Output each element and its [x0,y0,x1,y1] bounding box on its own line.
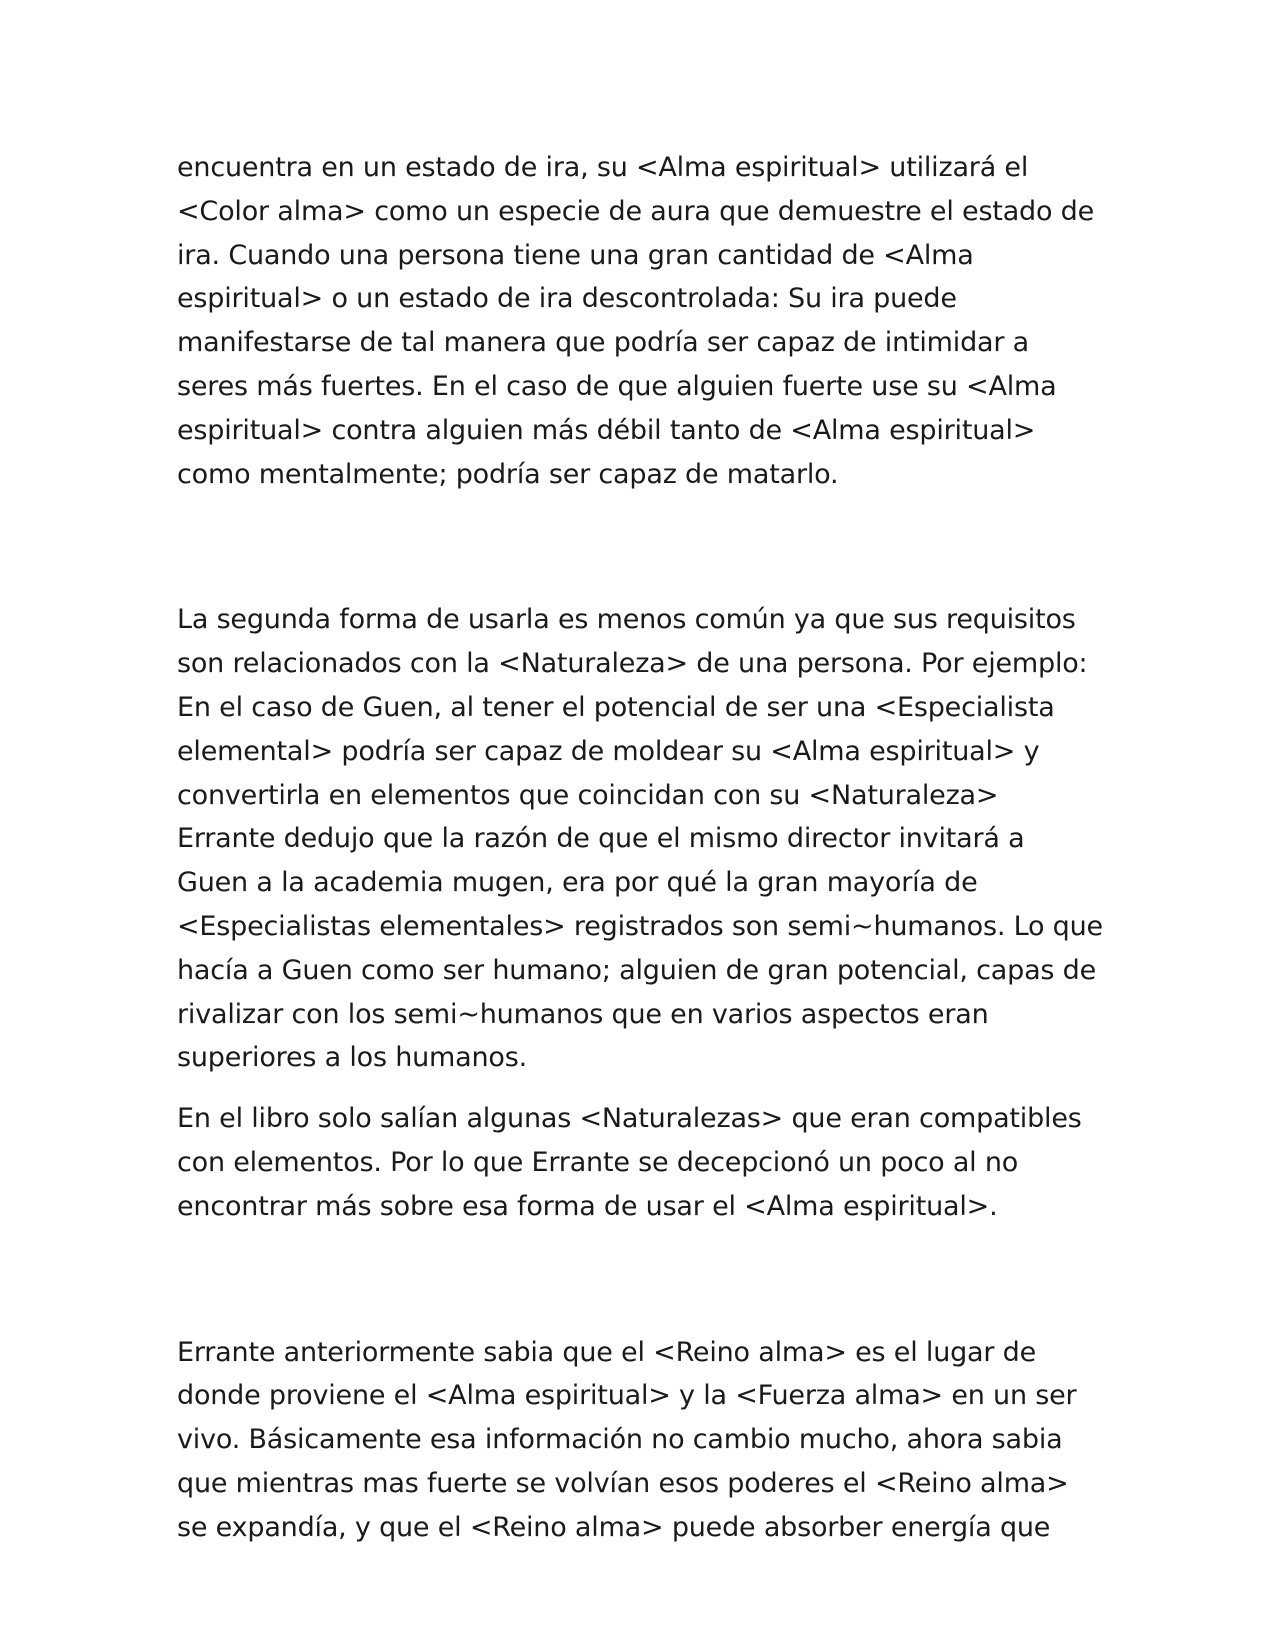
paragraph [177,598,1107,1080]
text-line: se expandía, y que el <Reino alma> puede absorber energía que [177,1511,1051,1543]
text-line: elemental> podría ser capaz de moldear su <Alma espiritual> y [177,735,1040,767]
text-line: con elementos. Por lo que Errante se decepcionó un poco al no [177,1146,1019,1178]
text-line: espiritual> o un estado de ira descontrolada: Su ira puede [177,283,957,315]
text-line: manifestarse de tal manera que podría ser capaz de intimidar a [177,327,1029,359]
text-line: que mientras mas fuerte se volvían esos poderes el <Reino alma> [177,1467,1069,1499]
text-line: <Especialistas elementales> registrados son semi~humanos. Lo que [177,910,1103,942]
paragraph-spacer [177,496,1107,598]
text-line: Errante anteriormente sabia que el <Reino alma> es el lugar de [177,1336,1037,1368]
text-line: encontrar más sobre esa forma de usar el <Alma espiritual>. [177,1190,998,1222]
text-line: En el libro solo salían algunas <Naturalezas> que eran compatibles [177,1103,1082,1135]
text-line: rivalizar con los semi~humanos que en varios aspectos eran [177,998,989,1030]
paragraph-spacer [177,1229,1107,1331]
text-line: ira. Cuando una persona tiene una gran cantidad de <Alma [177,239,974,271]
text-line: Errante dedujo que la razón de que el mismo director invitará a [177,823,1025,855]
text-line: son relacionados con la <Naturaleza> de una persona. Por ejemplo: [177,648,1088,680]
paragraph-spacer [177,1080,1107,1097]
paragraph [177,146,1107,496]
text-line: En el caso de Guen, al tener el potencial de ser una <Especialista [177,691,1055,723]
text-line: como mentalmente; podría ser capaz de matarlo. [177,458,839,490]
paragraph [177,1097,1107,1228]
text-line: seres más fuertes. En el caso de que alguien fuerte use su <Alma [177,370,1057,402]
document-body [177,146,1107,1550]
text-line: Guen a la academia mugen, era por qué la gran mayoría de [177,867,978,899]
text-line: vivo. Básicamente esa información no cambio mucho, ahora sabia [177,1424,1063,1456]
text-line: <Color alma> como un especie de aura que demuestre el estado de [177,195,1095,227]
text-line: superiores a los humanos. [177,1042,527,1074]
text-line: espiritual> contra alguien más débil tanto de <Alma espiritual> [177,414,1036,446]
text-line: La segunda forma de usarla es menos común ya que sus requisitos [177,604,1076,636]
text-line: encuentra en un estado de ira, su <Alma espiritual> utilizará el [177,152,1029,183]
paragraph [177,1331,1107,1550]
text-line: hacía a Guen como ser humano; alguien de gran potencial, capas de [177,954,1097,986]
text-line: donde proviene el <Alma espiritual> y la <Fuerza alma> en un ser [177,1380,1077,1412]
text-line: convertirla en elementos que coincidan con su <Naturaleza> [177,779,999,811]
